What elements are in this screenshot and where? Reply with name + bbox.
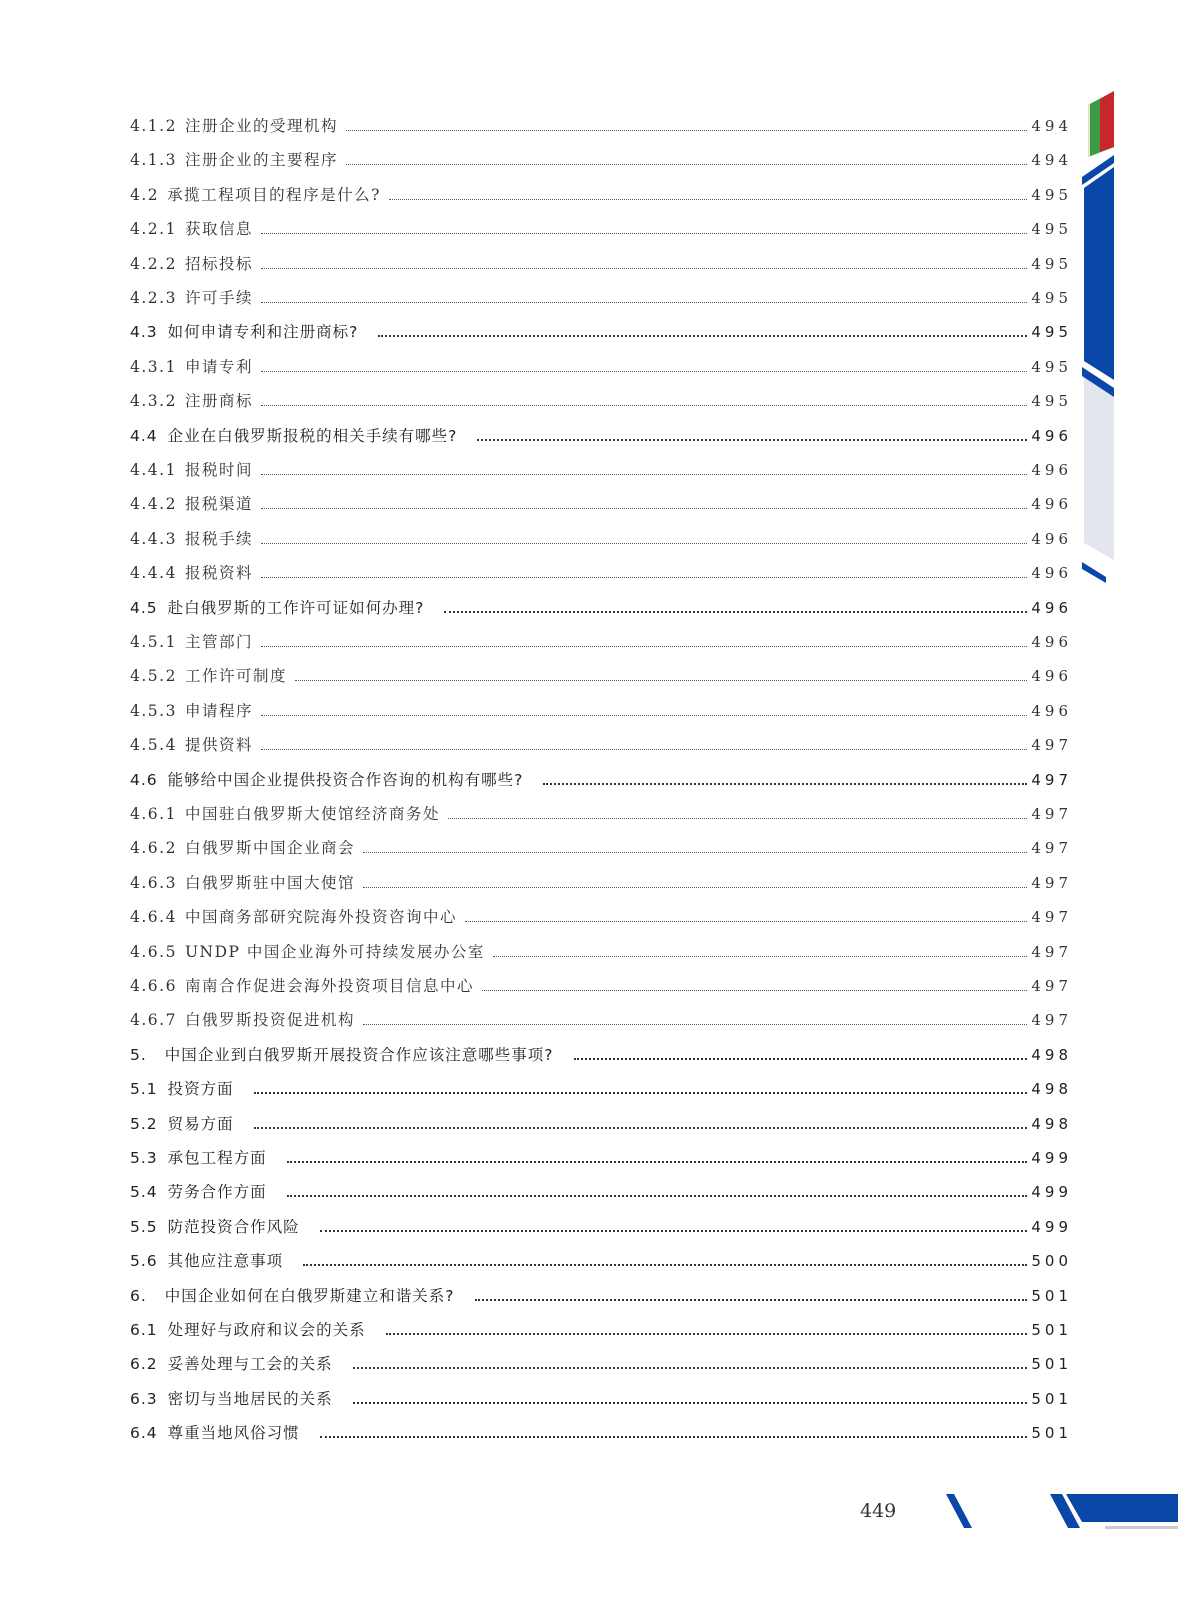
- toc-dot-leader: [261, 646, 1027, 647]
- toc-entry-page: 497: [1031, 1011, 1072, 1030]
- toc-entry[interactable]: [130, 353, 1072, 377]
- toc-entry-page: 496: [1031, 426, 1072, 445]
- toc-entry-page: 495: [1031, 392, 1072, 411]
- toc-entry-page: 494: [1031, 151, 1072, 170]
- toc-dot-leader: [320, 1230, 1028, 1232]
- toc-entry-title: 注册商标: [184, 392, 253, 411]
- toc-entry-number: 4.6.6: [130, 977, 177, 995]
- toc-entry[interactable]: [130, 869, 1072, 893]
- toc-entry[interactable]: [130, 697, 1072, 721]
- toc-entry-title: 承揽工程项目的程序是什么?: [167, 185, 381, 204]
- toc-dot-leader: [346, 164, 1027, 165]
- toc-entry-number: 4.5.4: [130, 736, 177, 755]
- toc-entry-title: 提供资料: [184, 736, 253, 755]
- toc-entry[interactable]: [130, 422, 1072, 446]
- toc-dot-leader: [378, 335, 1027, 337]
- footer-stripes-decoration: [940, 1488, 1178, 1538]
- toc-entry-title: 许可手续: [184, 289, 253, 307]
- toc-dot-leader: [465, 921, 1027, 922]
- toc-entry[interactable]: [130, 1041, 1072, 1065]
- toc-entry-number: 5.: [130, 1045, 147, 1064]
- toc-entry-title: 注册企业的受理机构: [184, 117, 338, 135]
- toc-dot-leader: [254, 1092, 1028, 1094]
- toc-entry[interactable]: [130, 1110, 1072, 1134]
- toc-entry[interactable]: [130, 1316, 1072, 1340]
- toc-dot-leader: [261, 508, 1027, 509]
- toc-entry[interactable]: [130, 834, 1072, 858]
- toc-dot-leader: [287, 1195, 1028, 1197]
- toc-dot-leader: [363, 887, 1027, 888]
- toc-entry-number: 4.4.3: [130, 529, 177, 548]
- toc-entry-title: 处理好与政府和议会的关系: [167, 1321, 366, 1339]
- toc-entry-title: 妥善处理与工会的关系: [167, 1355, 333, 1374]
- toc-dot-leader: [261, 233, 1027, 234]
- toc-entry-title: 招标投标: [184, 254, 253, 273]
- toc-entry-page: 497: [1031, 908, 1072, 927]
- toc-entry-number: 4.5: [130, 598, 158, 617]
- toc-entry-title: 赴白俄罗斯的工作许可证如何办理?: [167, 598, 425, 617]
- toc-entry-page: 497: [1031, 977, 1072, 995]
- toc-entry-title: 投资方面: [167, 1080, 234, 1099]
- toc-entry-title: 尊重当地风俗习惯: [167, 1424, 300, 1443]
- toc-dot-leader: [386, 1333, 1028, 1335]
- toc-dot-leader: [261, 268, 1027, 269]
- toc-dot-leader: [261, 405, 1027, 406]
- toc-dot-leader: [353, 1402, 1028, 1404]
- toc-dot-leader: [353, 1367, 1028, 1369]
- toc-entry-title: 如何申请专利和注册商标?: [167, 323, 359, 342]
- toc-entry-page: 501: [1031, 1355, 1072, 1374]
- toc-entry[interactable]: [130, 490, 1072, 514]
- toc-entry-page: 497: [1031, 873, 1072, 892]
- toc-dot-leader: [261, 302, 1027, 303]
- toc-entry[interactable]: [130, 250, 1072, 274]
- toc-entry-number: 4.6.2: [130, 839, 177, 858]
- toc-entry-page: 500: [1031, 1252, 1072, 1271]
- toc-entry[interactable]: [130, 628, 1072, 652]
- toc-entry-number: 4.3.1: [130, 357, 177, 376]
- toc-entry-number: 5.1: [130, 1080, 158, 1099]
- toc-entry-number: 5.2: [130, 1114, 158, 1133]
- toc-dot-leader: [261, 371, 1027, 372]
- toc-entry-number: 6.: [130, 1286, 147, 1305]
- toc-entry-number: 4.2: [130, 185, 160, 204]
- toc-entry-title: 南南合作促进会海外投资项目信息中心: [184, 977, 474, 995]
- toc-entry-number: 4.4.2: [130, 495, 177, 514]
- toc-dot-leader: [346, 130, 1027, 131]
- toc-entry-title: 能够给中国企业提供投资合作咨询的机构有哪些?: [167, 770, 524, 789]
- toc-entry-number: 6.4: [130, 1424, 158, 1443]
- toc-dot-leader: [475, 1299, 1028, 1301]
- toc-entry-title: 报税时间: [184, 461, 253, 479]
- toc-entry[interactable]: [130, 112, 1072, 136]
- toc-entry-number: 4.6.3: [130, 873, 177, 892]
- toc-entry-title: 报税渠道: [184, 495, 253, 514]
- toc-entry-page: 501: [1031, 1389, 1072, 1408]
- toc-entry-number: 6.3: [130, 1389, 158, 1408]
- toc-entry-title: 贸易方面: [167, 1114, 234, 1133]
- toc-entry[interactable]: [130, 800, 1072, 824]
- toc-entry[interactable]: [130, 525, 1072, 549]
- toc-entry-number: 4.2.2: [130, 254, 177, 273]
- toc-entry-page: 501: [1031, 1321, 1072, 1339]
- toc-entry-title: 中国企业到白俄罗斯开展投资合作应该注意哪些事项?: [164, 1045, 554, 1064]
- toc-entry[interactable]: [130, 903, 1072, 927]
- toc-dot-leader: [444, 611, 1027, 613]
- toc-entry-number: 4.2.1: [130, 220, 177, 239]
- toc-entry-page: 495: [1031, 254, 1072, 273]
- toc-entry[interactable]: [130, 215, 1072, 239]
- toc-entry-page: 497: [1031, 805, 1072, 823]
- toc-entry[interactable]: [130, 662, 1072, 686]
- toc-entry[interactable]: [130, 594, 1072, 618]
- toc-entry[interactable]: [130, 146, 1072, 170]
- toc-dot-leader: [574, 1058, 1028, 1060]
- toc-dot-leader: [261, 543, 1027, 544]
- toc-entry-number: 4.6: [130, 770, 158, 789]
- toc-dot-leader: [261, 577, 1027, 578]
- toc-dot-leader: [254, 1127, 1028, 1129]
- toc-dot-leader: [261, 715, 1027, 716]
- toc-entry-title: 劳务合作方面: [167, 1183, 267, 1202]
- toc-entry-title: 中国驻白俄罗斯大使馆经济商务处: [184, 805, 440, 823]
- toc-entry-page: 496: [1031, 667, 1072, 686]
- toc-dot-leader: [287, 1161, 1028, 1163]
- toc-dot-leader: [303, 1264, 1027, 1266]
- toc-entry-page: 495: [1031, 220, 1072, 239]
- toc-dot-leader: [261, 474, 1027, 475]
- toc-entry-page: 499: [1031, 1183, 1072, 1202]
- toc-entry[interactable]: [130, 181, 1072, 205]
- toc-entry-page: 499: [1031, 1217, 1072, 1236]
- toc-entry-page: 495: [1031, 185, 1072, 204]
- toc-entry[interactable]: [130, 766, 1072, 790]
- toc-entry[interactable]: [130, 1178, 1072, 1202]
- toc-entry-number: 4.6.5: [130, 942, 177, 961]
- toc-entry[interactable]: [130, 1282, 1072, 1306]
- toc-entry-number: 4.6.4: [130, 908, 177, 927]
- toc-entry[interactable]: [130, 387, 1072, 411]
- toc-entry-number: 6.2: [130, 1355, 158, 1374]
- toc-entry-title: 工作许可制度: [184, 667, 287, 686]
- toc-entry-page: 496: [1031, 495, 1072, 514]
- toc-entry[interactable]: [130, 938, 1072, 962]
- toc-entry-page: 497: [1031, 736, 1072, 755]
- toc-entry[interactable]: [130, 456, 1072, 480]
- toc-entry-page: 497: [1031, 770, 1072, 789]
- toc-entry-page: 496: [1031, 598, 1072, 617]
- toc-entry-title: 报税手续: [184, 529, 253, 548]
- toc-entry-page: 496: [1031, 701, 1072, 720]
- toc-entry[interactable]: [130, 1075, 1072, 1099]
- toc-dot-leader: [482, 990, 1027, 991]
- toc-entry-title: 企业在白俄罗斯报税的相关手续有哪些?: [167, 426, 458, 445]
- toc-entry-page: 499: [1031, 1149, 1072, 1167]
- toc-entry-page: 496: [1031, 564, 1072, 583]
- toc-dot-leader: [543, 783, 1027, 785]
- toc-dot-leader: [320, 1436, 1028, 1438]
- toc-dot-leader: [261, 749, 1027, 750]
- toc-dot-leader: [389, 199, 1027, 200]
- toc-entry[interactable]: [130, 1247, 1072, 1271]
- toc-entry-number: 4.4: [130, 426, 158, 445]
- toc-entry[interactable]: [130, 972, 1072, 996]
- toc-entry-number: 5.5: [130, 1217, 158, 1236]
- toc-entry-number: 4.6.7: [130, 1011, 177, 1030]
- toc-entry[interactable]: [130, 284, 1072, 308]
- toc-entry-number: 4.1.2: [130, 117, 177, 135]
- toc-dot-leader: [493, 956, 1027, 957]
- toc-dot-leader: [448, 818, 1027, 819]
- toc-entry[interactable]: [130, 1006, 1072, 1030]
- toc-entry-title: UNDP 中国企业海外可持续发展办公室: [184, 942, 485, 961]
- toc-entry-number: 4.4.1: [130, 461, 177, 479]
- toc-entry-page: 496: [1031, 633, 1072, 651]
- toc-entry[interactable]: [130, 1385, 1072, 1409]
- toc-entry-page: 497: [1031, 942, 1072, 961]
- toc-entry[interactable]: [130, 1350, 1072, 1374]
- toc-entry-number: 4.3.2: [130, 392, 177, 411]
- toc-entry-page: 494: [1031, 117, 1072, 135]
- toc-entry-page: 501: [1031, 1424, 1072, 1443]
- toc-entry-number: 5.3: [130, 1149, 158, 1167]
- toc-entry-page: 495: [1031, 357, 1072, 376]
- toc-entry-title: 承包工程方面: [167, 1149, 267, 1167]
- toc-entry[interactable]: [130, 318, 1072, 342]
- toc-entry-number: 6.1: [130, 1321, 158, 1339]
- toc-entry-page: 501: [1031, 1286, 1072, 1305]
- toc-entry[interactable]: [130, 731, 1072, 755]
- toc-entry-title: 申请程序: [184, 701, 253, 720]
- toc-dot-leader: [363, 1024, 1027, 1025]
- toc-entry-title: 获取信息: [184, 220, 253, 239]
- flag-ribbon-decoration: [1078, 85, 1178, 585]
- toc-entry[interactable]: [130, 559, 1072, 583]
- toc-entry-number: 4.4.4: [130, 564, 177, 583]
- toc-entry-title: 报税资料: [184, 564, 253, 583]
- toc-entry-page: 495: [1031, 323, 1072, 342]
- toc-entry-number: 4.5.1: [130, 633, 177, 651]
- toc-entry-title: 防范投资合作风险: [167, 1217, 300, 1236]
- toc-entry-title: 中国商务部研究院海外投资咨询中心: [184, 908, 457, 927]
- toc-entry-number: 5.6: [130, 1252, 158, 1271]
- toc-entry-number: 4.2.3: [130, 289, 177, 307]
- toc-entry[interactable]: [130, 1144, 1072, 1168]
- toc-entry-page: 498: [1031, 1114, 1072, 1133]
- toc-entry-title: 主管部门: [184, 633, 253, 651]
- toc-entry-page: 495: [1031, 289, 1072, 307]
- toc-entry-number: 4.5.2: [130, 667, 177, 686]
- toc-entry-title: 注册企业的主要程序: [184, 151, 338, 170]
- toc-dot-leader: [363, 852, 1027, 853]
- toc-entry-title: 密切与当地居民的关系: [167, 1389, 333, 1408]
- toc-entry-number: 5.4: [130, 1183, 158, 1202]
- toc-entry-page: 496: [1031, 461, 1072, 479]
- toc-entry-number: 4.3: [130, 323, 158, 342]
- toc-entry-page: 498: [1031, 1080, 1072, 1099]
- toc-entry[interactable]: [130, 1419, 1072, 1443]
- toc-entry-title: 中国企业如何在白俄罗斯建立和谐关系?: [164, 1286, 455, 1305]
- toc-entry-page: 498: [1031, 1045, 1072, 1064]
- toc-entry-title: 申请专利: [184, 357, 253, 376]
- toc-entry-title: 白俄罗斯中国企业商会: [184, 839, 355, 858]
- page-number: 449: [860, 1500, 897, 1522]
- toc-entry-title: 其他应注意事项: [167, 1252, 284, 1271]
- toc-dot-leader: [295, 680, 1027, 681]
- toc-entry-number: 4.6.1: [130, 805, 177, 823]
- toc-entry-number: 4.5.3: [130, 701, 177, 720]
- toc-entry[interactable]: [130, 1213, 1072, 1237]
- toc-entry-title: 白俄罗斯投资促进机构: [184, 1011, 355, 1030]
- toc-entry-page: 496: [1031, 529, 1072, 548]
- toc-entry-title: 白俄罗斯驻中国大使馆: [184, 873, 355, 892]
- toc-dot-leader: [477, 439, 1027, 441]
- toc-entry-number: 4.1.3: [130, 151, 177, 170]
- toc-entry-page: 497: [1031, 839, 1072, 858]
